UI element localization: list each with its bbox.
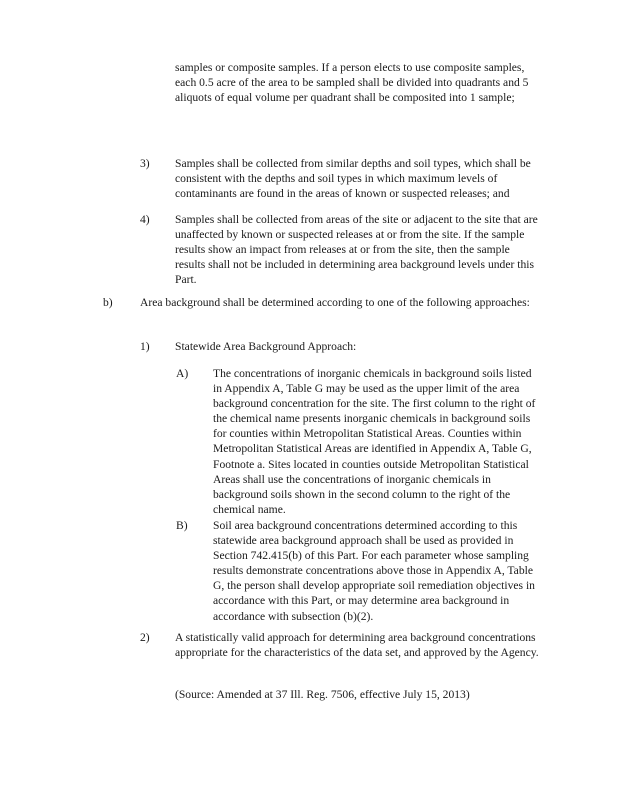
source-note: (Source: Amended at 37 Ill. Reg. 7506, effective July 15, 2013) <box>175 688 470 701</box>
item-b1-text: Statewide Area Background Approach: <box>175 340 357 353</box>
item-b2-label: 2) <box>140 631 150 644</box>
item-3-text: Samples shall be collected from similar depths and soil types, which shall be consistent with the depths and soil types in which maximum levels of contaminants are found in the areas of known or suspected releases; and <box>175 157 531 201</box>
item-4-text: Samples shall be collected from areas of the site or adjacent to the site that are unaffected by known or suspected releases at or from the site. If the sample results show an impact from releases at or from the site, then the sample results shall not be included in determining area background levels under this Part. <box>175 213 538 287</box>
item-A-text: The concentrations of inorganic chemicals in background soils listed in Appendix A, Table G may be used as the upper limit of the area background concentration for the site. The first column to the right of the chemical name presents inorganic chemicals in background soils for counties within Metropolitan Statistical Areas. Counties within Metropolitan Statistical Areas are identified in Appendix A, Table G, Footnote a. Sites located in counties outside Metropolitan Statistical Areas shall use the concentrations of inorganic chemicals in background soils shown in the second column to the right of the chemical name. <box>213 367 536 516</box>
item-A-label: A) <box>176 367 189 380</box>
section-b-label: b) <box>103 296 113 309</box>
continued-paragraph: samples or composite samples. If a person elects to use composite samples, each 0.5 acre of the area to be sampled shall be divided into quadrants and 5 aliquots of equal volume per quadrant shall be composited into 1 sample; <box>175 61 529 105</box>
item-b2-text: A statistically valid approach for determining area background concentrations appropriate for the characteristics of the data set, and approved by the Agency. <box>175 631 539 660</box>
item-B-label: B) <box>176 519 188 532</box>
item-4-label: 4) <box>140 213 150 226</box>
item-3-label: 3) <box>140 157 150 170</box>
item-B-text: Soil area background concentrations determined according to this statewide area background approach shall be used as provided in Section 742.415(b) of this Part. For each parameter whose sampling results demonstrate concentrations above those in Appendix A, Table G, the person shall develop appropriate soil remediation objectives in accordance with this Part, or may determine area background in accordance with subsection (b)(2). <box>213 519 535 623</box>
section-b-text: Area background shall be determined according to one of the following approaches: <box>140 296 530 309</box>
item-b1-label: 1) <box>140 340 150 353</box>
